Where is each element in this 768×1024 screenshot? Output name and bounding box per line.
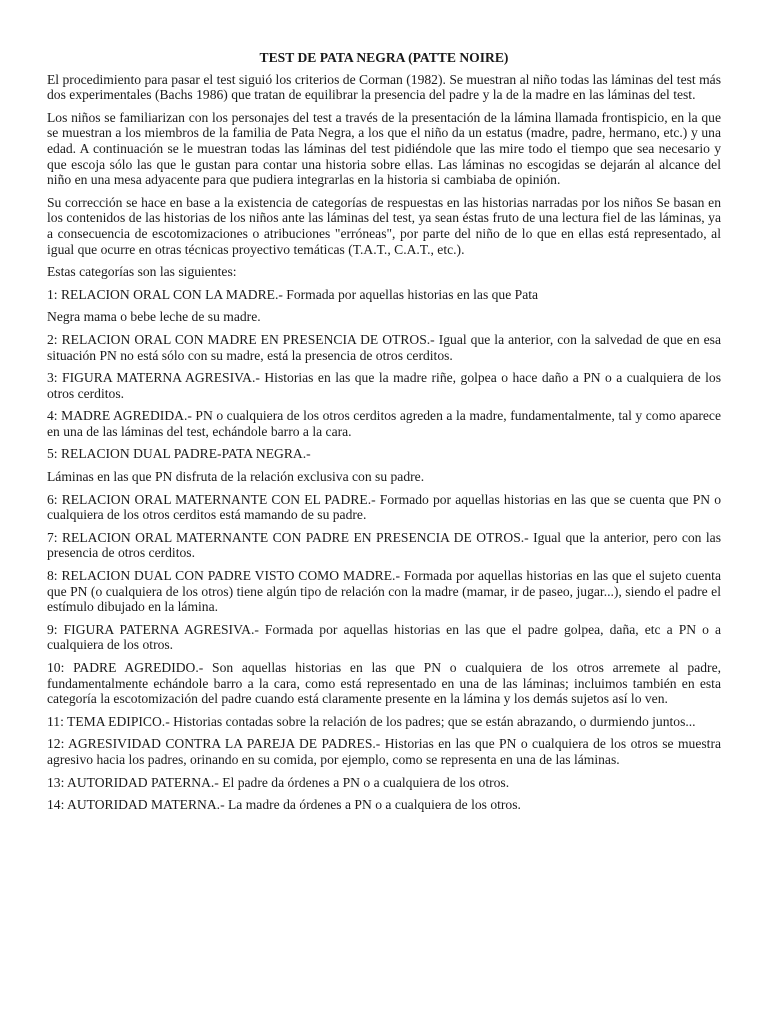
category-item: 5: RELACION DUAL PADRE-PATA NEGRA.- <box>47 446 311 462</box>
category-item: 13: AUTORIDAD PATERNA.- El padre da órdenes a PN o a cualquiera de los otros. <box>47 774 510 790</box>
category-item: 7: RELACION ORAL MATERNANTE CON PADRE EN PRESENCIA DE OTROS.- Igual que la anterior, pero con las presencia de otros cerditos. <box>47 529 721 561</box>
paragraph: El procedimiento para pasar el test siguió los criterios de Corman (1982). Se muestran al niño todas las láminas del test más dos experimentales (Bachs 1986) que tratan de equilibrar la presencia del padre y la de la madre en las láminas del test. <box>47 71 721 103</box>
category-item: 8: RELACION DUAL CON PADRE VISTO COMO MADRE.- Formada por aquellas historias en las que el sujeto cuenta que PN (o cualquiera de los otros) tiene algún tipo de relación con la madre (mamar, ir de paseo, jugar...), siendo el padre el estímulo dibujado en la lámina. <box>47 568 721 615</box>
category-item: 11: TEMA EDIPICO.- Historias contadas sobre la relación de los padres; que se están abrazando, o durmiendo juntos... <box>47 713 696 729</box>
category-item: Láminas en las que PN disfruta de la relación exclusiva con su padre. <box>47 469 425 485</box>
document-page <box>47 50 721 820</box>
category-item: 14: AUTORIDAD MATERNA.- La madre da órdenes a PN o a cualquiera de los otros. <box>47 797 521 813</box>
category-item: 4: MADRE AGREDIDA.- PN o cualquiera de los otros cerditos agreden a la madre, fundamentalmente, tal y como aparece en una de las láminas del test, echándole barro a la cara. <box>47 408 721 439</box>
category-item: 10: PADRE AGREDIDO.- Son aquellas historias en las que PN o cualquiera de los otros arremete al padre, fundamentalmente echándole barro a la cara, como está representado en una de las láminas; incluimos también en esta categoría la escotomización del padre cuando está claramente presente en la lámina y los demás sujetos así lo ven. <box>47 660 721 707</box>
paragraph: Su corrección se hace en base a la existencia de categorías de respuestas en las historias narradas por los niños Se basan en los contenidos de las historias de los niños ante las láminas del test, ya sean éstas fruto de una lectura fiel de las láminas, ya a consecuencia de escotomizaciones o atribuciones "erróneas", por parte del niño de lo que en ellas está representado, al igual que ocurre en otras técnicas proyectivo temáticas (T.A.T., C.A.T., etc.). <box>47 194 721 257</box>
category-item: 6: RELACION ORAL MATERNANTE CON EL PADRE.- Formado por aquellas historias en las que se cuenta que PN o cualquiera de los otros cerditos está mamando de su padre. <box>47 491 721 523</box>
category-item: 2: RELACION ORAL CON MADRE EN PRESENCIA DE OTROS.- Igual que la anterior, con la salvedad de que en esa situación PN no está sólo con su madre, está la presencia de otros cerditos. <box>47 331 721 363</box>
document-title: TEST DE PATA NEGRA (PATTE NOIRE) <box>259 50 509 65</box>
category-item: 1: RELACION ORAL CON LA MADRE.- Formada por aquellas historias en las que Pata <box>47 286 539 302</box>
category-item: Negra mama o bebe leche de su madre. <box>47 309 261 325</box>
paragraph: Estas categorías son las siguientes: <box>47 264 237 280</box>
category-item: 12: AGRESIVIDAD CONTRA LA PAREJA DE PADRES.- Historias en las que PN o cualquiera de los otros se muestra agresivo hacia los padres, orinando en su comida, por ejemplo, como se representa en una de las láminas. <box>47 736 721 767</box>
category-item: 9: FIGURA PATERNA AGRESIVA.- Formada por aquellas historias en las que el padre golpea, daña, etc a PN o a cualquiera de los otros. <box>47 621 721 653</box>
paragraph: Los niños se familiarizan con los personajes del test a través de la presentación de la lámina llamada frontispicio, en la que se muestran a los miembros de la familia de Pata Negra, a los que el niño da un estatus (madre, padre, hermano, etc.) y una edad. A continuación se le muestran todas las láminas del test pidiéndole que las mire todo el tiempo que sea necesario y que escoja sólo las que le gustan para contar una historia sobre ellas. Las láminas no escogidas se dejarán al alcance del niño en una mesa adyacente para que pudiera integrarlas en la historia si cambiaba de opinión. <box>47 109 721 188</box>
category-item: 3: FIGURA MATERNA AGRESIVA.- Historias en las que la madre riñe, golpea o hace daño a PN o a cualquiera de los otros cerditos. <box>47 370 721 401</box>
